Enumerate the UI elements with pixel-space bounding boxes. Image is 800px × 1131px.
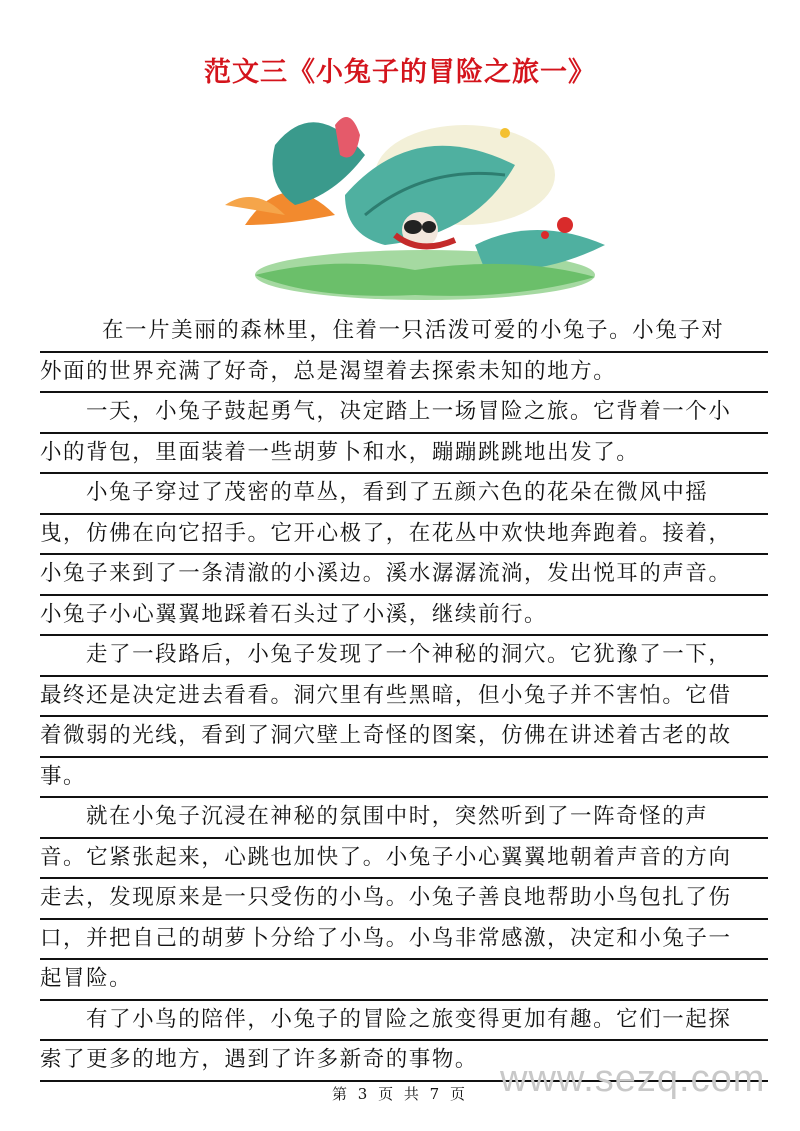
text-line: 就在小兔子沉浸在神秘的氛围中时，突然听到了一阵奇怪的声	[40, 798, 768, 839]
text-line: 小兔子小心翼翼地踩着石头过了小溪，继续前行。	[40, 596, 768, 637]
text-line: 小兔子来到了一条清澈的小溪边。溪水潺潺流淌，发出悦耳的声音。	[40, 555, 768, 596]
text-line: 着微弱的光线，看到了洞穴壁上奇怪的图案，仿佛在讲述着古老的故	[40, 717, 768, 758]
text-line: 曳，仿佛在向它招手。它开心极了，在花丛中欢快地奔跑着。接着，	[40, 515, 768, 556]
text-line: 音。它紧张起来，心跳也加快了。小兔子小心翼翼地朝着声音的方向	[40, 839, 768, 880]
text-line: 有了小鸟的陪伴，小兔子的冒险之旅变得更加有趣。它们一起探	[40, 1001, 768, 1042]
text-line: 口，并把自己的胡萝卜分给了小鸟。小鸟非常感激，决定和小兔子一	[40, 920, 768, 961]
document-title: 范文三《小兔子的冒险之旅一》	[204, 57, 596, 88]
text-line: 小兔子穿过了茂密的草丛，看到了五颜六色的花朵在微风中摇	[40, 474, 768, 515]
text-line: 起冒险。	[40, 960, 768, 1001]
text-line: 最终还是决定进去看看。洞穴里有些黑暗，但小兔子并不害怕。它借	[40, 677, 768, 718]
text-line: 在一片美丽的森林里，住着一只活泼可爱的小兔子。小兔子对	[40, 312, 768, 353]
rabbit-under-leaf-illustration	[215, 105, 635, 305]
text-line: 外面的世界充满了好奇，总是渴望着去探索未知的地方。	[40, 353, 768, 394]
text-line: 事。	[40, 758, 768, 799]
text-line: 索了更多的地方，遇到了许多新奇的事物。	[40, 1041, 768, 1082]
text-line: 走去，发现原来是一只受伤的小鸟。小兔子善良地帮助小鸟包扎了伤	[40, 879, 768, 920]
watermark: www.sezq.com	[500, 1058, 766, 1100]
text-line: 小的背包，里面装着一些胡萝卜和水，蹦蹦跳跳地出发了。	[40, 434, 768, 475]
essay-body	[40, 312, 768, 1082]
page-number: 第 3 页 共 7 页	[332, 1085, 468, 1103]
text-line: 一天，小兔子鼓起勇气，决定踏上一场冒险之旅。它背着一个小	[40, 393, 768, 434]
text-line: 走了一段路后，小兔子发现了一个神秘的洞穴。它犹豫了一下，	[40, 636, 768, 677]
